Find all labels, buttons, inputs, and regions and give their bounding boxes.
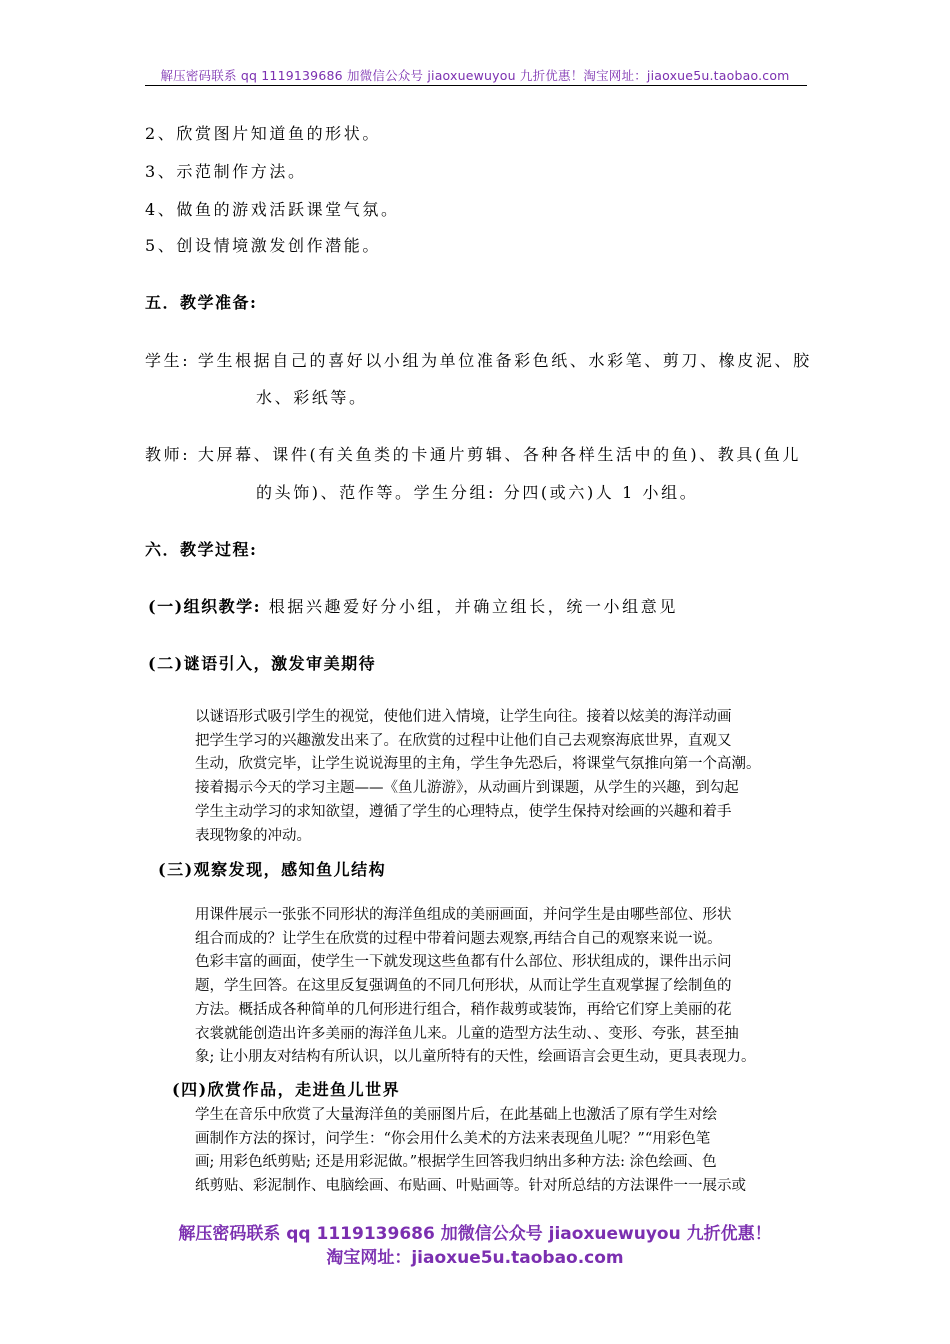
paragraph-line: 纸剪贴、彩泥制作、电脑绘画、布贴画、叶贴画等。针对所总结的方法课件一一展示或 [195, 1178, 746, 1195]
student-prep-line1: 学生: 学生根据自己的喜好以小组为单位准备彩色纸、水彩笔、剪刀、橡皮泥、胶 [145, 351, 812, 370]
paragraph-line: 色彩丰富的画面，使学生一下就发现这些鱼都有什么部位、形状组成的，课件出示问 [195, 954, 732, 971]
paragraph-line: 以谜语形式吸引学生的视觉，使他们进入情境，让学生向往。接着以炫美的海洋动画 [195, 709, 732, 725]
goal-item: 4、做鱼的游戏活跃课堂气氛。 [145, 200, 400, 219]
step1-text: 根据兴趣爱好分小组，并确立组长，统一小组意见 [268, 597, 678, 616]
paragraph-line: 题，学生回答。在这里反复强调鱼的不同几何形状，从而让学生直观掌握了绘制鱼的 [195, 978, 732, 995]
paragraph-line: 把学生学习的兴趣激发出来了。在欣赏的过程中让他们自己去观察海底世界，直观又 [195, 732, 732, 749]
paragraph-line: 用课件展示一张张不同形状的海洋鱼组成的美丽画面，并问学生是由哪些部位、形状 [195, 907, 732, 923]
goal-item: 5、创设情境激发创作潜能。 [145, 236, 381, 255]
step2-title: (二)谜语引入，激发审美期待 [148, 654, 377, 673]
goal-item: 3、示范制作方法。 [145, 162, 307, 181]
footer-line2: 淘宝网址：jiaoxue5u.taobao.com [326, 1248, 624, 1268]
step4-title: (四)欣赏作品，走进鱼儿世界 [172, 1080, 401, 1099]
step1-line [148, 594, 678, 617]
step2-paragraph [195, 706, 815, 848]
paragraph-line: 衣裳就能创造出许多美丽的海洋鱼儿来。儿童的造型方法生动、、变形、夸张，甚至抽 [195, 1025, 739, 1042]
step4-paragraph [195, 1104, 815, 1199]
step3-title: (三)观察发现，感知鱼儿结构 [158, 860, 387, 879]
header-rule [145, 85, 807, 86]
paragraph-line: 组合而成的？让学生在欣赏的过程中带着问题去观察,再结合自己的观察来说一说。 [195, 930, 722, 947]
step3-paragraph [195, 904, 815, 1070]
paragraph-line: 象; 让小朋友对结构有所认识，以儿童所特有的天性，绘画语言会更生动，更具表现力。 [195, 1049, 756, 1066]
paragraph-line: 画制作方法的探讨，问学生：“你会用什么美术的方法来表现鱼儿呢？”“用彩色笔 [195, 1130, 711, 1147]
teacher-prep-line1: 教师: 大屏幕、课件(有关鱼类的卡通片剪辑、各种各样生活中的鱼)、教具(鱼儿 [145, 445, 802, 464]
paragraph-line: 接着揭示今天的学习主题——《鱼儿游游》，从动画片到课题，从学生的兴趣，到勾起 [195, 780, 739, 797]
paragraph-line: 画; 用彩色纸剪贴; 还是用彩泥做。”根据学生回答我归纳出多种方法: 涂色绘画、色 [195, 1154, 717, 1171]
step1-label: (一)组织教学: [148, 597, 262, 616]
section5-title: 五．教学准备: [145, 293, 258, 312]
section6-title: 六．教学过程: [145, 540, 258, 559]
teacher-prep-line2: 的头饰)、范作等。学生分组: 分四(或六)人 1 小组。 [256, 483, 699, 502]
paragraph-line: 学生在音乐中欣赏了大量海洋鱼的美丽图片后，在此基础上也激活了原有学生对绘 [195, 1107, 717, 1123]
paragraph-line: 表现物象的冲动。 [195, 827, 311, 844]
paragraph-line: 学生主动学习的求知欲望，遵循了学生的心理特点，使学生保持对绘画的兴趣和着手 [195, 803, 732, 820]
footer-line1: 解压密码联系 qq 1119139686 加微信公众号 jiaoxuewuyou 九折优惠！ [178, 1224, 772, 1244]
student-prep-line2: 水、彩纸等。 [256, 388, 368, 407]
goal-item: 2、欣赏图片知道鱼的形状。 [145, 124, 381, 143]
paragraph-line: 生动，欣赏完毕，让学生说说海里的主角，学生争先恐后，将课堂气氛推向第一个高潮。 [195, 756, 761, 773]
page-header: 解压密码联系 qq 1119139686 加微信公众号 jiaoxuewuyou 九折优惠！淘宝网址：jiaoxue5u.taobao.com [160, 68, 790, 83]
paragraph-line: 方法。概括成各种简单的几何形进行组合，稍作裁剪或装饰，再给它们穿上美丽的花 [195, 1001, 732, 1018]
